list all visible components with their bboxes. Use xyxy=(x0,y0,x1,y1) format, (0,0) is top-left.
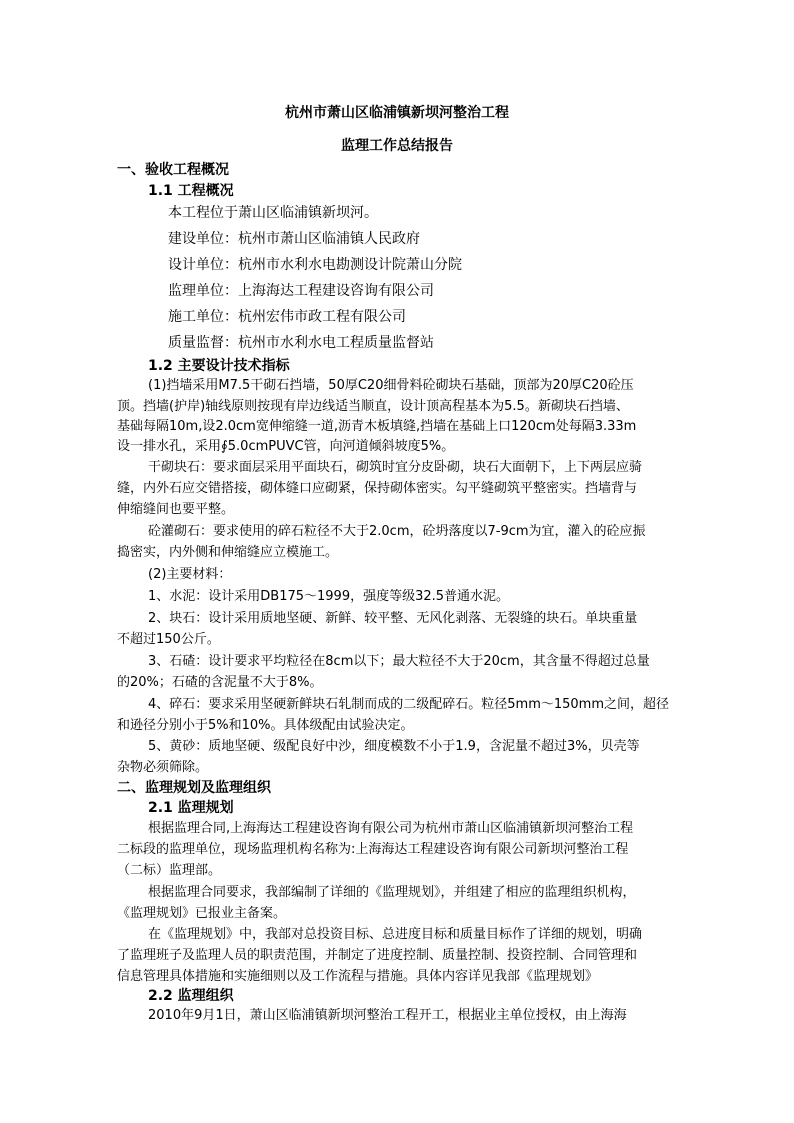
paragraph-line: （二标）监理部。 xyxy=(117,863,222,878)
paragraph-line: 在《监理规划》中，我部对总投资目标、总进度目标和质量目标作了详细的规划，明确 xyxy=(148,927,643,942)
paragraph-line: 根据监理合同要求，我部编制了详细的《监理规划》，并组建了相应的监理组织机构， xyxy=(148,885,636,900)
paragraph-line: 二标段的监理单位，现场监理机构名称为:上海海达工程建设咨询有限公司新坝河整治工程 xyxy=(117,842,629,857)
paragraph-line: 了监理班子及监理人员的职责范围，并制定了进度控制、质量控制、投资控制、合同管理和 xyxy=(117,948,638,963)
section-heading-2-2: 2.2 监理组织 xyxy=(148,988,234,1004)
section-heading-1-1: 1.1 工程概况 xyxy=(148,183,234,199)
paragraph-line: 杂物必须筛除。 xyxy=(117,760,209,775)
paragraph-line: 的20%；石碴的含泥量不大于8%。 xyxy=(117,675,323,690)
document-subtitle: 监理工作总结报告 xyxy=(341,138,453,154)
paragraph-line: 2010年9月1日，萧山区临浦镇新坝河整治工程开工，根据业主单位授权，由上海海 xyxy=(148,1008,627,1023)
paragraph-line: 4、碎石：要求采用坚硬新鲜块石轧制而成的二级配碎石。粒径5mm～150mm之间，超径 xyxy=(148,697,670,712)
paragraph-line: 不超过150公斤。 xyxy=(117,632,220,647)
paragraph-line: 《监理规划》已报业主备案。 xyxy=(117,906,287,921)
paragraph-line: (1)挡墙采用M7.5干砌石挡墙，50厚C20细骨料砼砌块石基础，顶部为20厚C20砼压 xyxy=(148,378,634,393)
document-title: 杭州市萧山区临浦镇新坝河整治工程 xyxy=(285,105,509,121)
paragraph-line: 3、石碴：设计要求平均粒径在8cm以下；最大粒径不大于20cm，其含量不得超过总量 xyxy=(148,654,650,669)
paragraph-line: 本工程位于萧山区临浦镇新坝河。 xyxy=(168,205,378,221)
paragraph-line: 1、水泥：设计采用DB175～1999，强度等级32.5普通水泥。 xyxy=(148,589,510,604)
paragraph-line: 2、块石：设计采用质地坚硬、新鲜、较平整、无风化剥落、无裂缝的块石。单块重量 xyxy=(148,611,638,626)
paragraph-line: 干砌块石：要求面层采用平面块石，砌筑时宜分皮卧砌，块石大面朝下，上下两层应骑 xyxy=(148,460,643,475)
paragraph-line: 5、黄砂：质地坚硬、级配良好中沙，细度模数不小于1.9，含泥量不超过3%，贝壳等 xyxy=(148,739,640,754)
section-heading-1-2: 1.2 主要设计技术指标 xyxy=(148,358,290,374)
paragraph-line: 基础每隔10m,设2.0cm宽伸缩缝一道,沥青木板填缝,挡墙在基础上口120cm处每隔3.33m xyxy=(117,419,637,434)
paragraph-line: 设计单位：杭州市水利水电勘测设计院萧山分院 xyxy=(168,257,462,273)
paragraph-line: 质量监督：杭州市水利水电工程质量监督站 xyxy=(168,335,434,351)
section-heading-1: 一、验收工程概况 xyxy=(117,162,229,178)
paragraph-line: 建设单位：杭州市萧山区临浦镇人民政府 xyxy=(168,231,420,247)
paragraph-line: 根据监理合同,上海海达工程建设咨询有限公司为杭州市萧山区临浦镇新坝河整治工程 xyxy=(148,821,634,836)
paragraph-line: 砼灌砌石：要求使用的碎石粒径不大于2.0cm，砼坍落度以7-9cm为宜，灌入的砼应振 xyxy=(148,524,646,539)
paragraph-line: 监理单位：上海海达工程建设咨询有限公司 xyxy=(168,283,434,299)
paragraph-line: (2)主要材料： xyxy=(148,567,232,582)
paragraph-line: 捣密实，内外侧和伸缩缝应立模施工。 xyxy=(117,545,339,560)
paragraph-line: 施工单位：杭州宏伟市政工程有限公司 xyxy=(168,309,406,325)
section-heading-2: 二、监理规划及监理组织 xyxy=(117,780,271,796)
section-heading-2-1: 2.1 监理规划 xyxy=(148,800,234,816)
paragraph-line: 缝，内外石应交错搭接，砌体缝口应砌紧，保持砌体密实。勾平缝砌筑平整密实。挡墙背与 xyxy=(117,481,638,496)
paragraph-line: 信息管理具体措施和实施细则以及工作流程与措施。具体内容详见我部《监理规划》 xyxy=(117,969,599,984)
paragraph-line: 伸缩缝间也要平整。 xyxy=(117,502,235,517)
paragraph-line: 和逊径分别小于5%和10%。具体级配由试验决定。 xyxy=(117,718,414,733)
paragraph-line: 顶。挡墙(护岸)轴线原则按现有岸边线适当顺直，设计顶高程基本为5.5。新砌块石挡墙、 xyxy=(117,399,629,414)
paragraph-line: 设一排水孔，采用∮5.0cmPUVC管，向河道倾斜坡度5%。 xyxy=(117,439,455,454)
